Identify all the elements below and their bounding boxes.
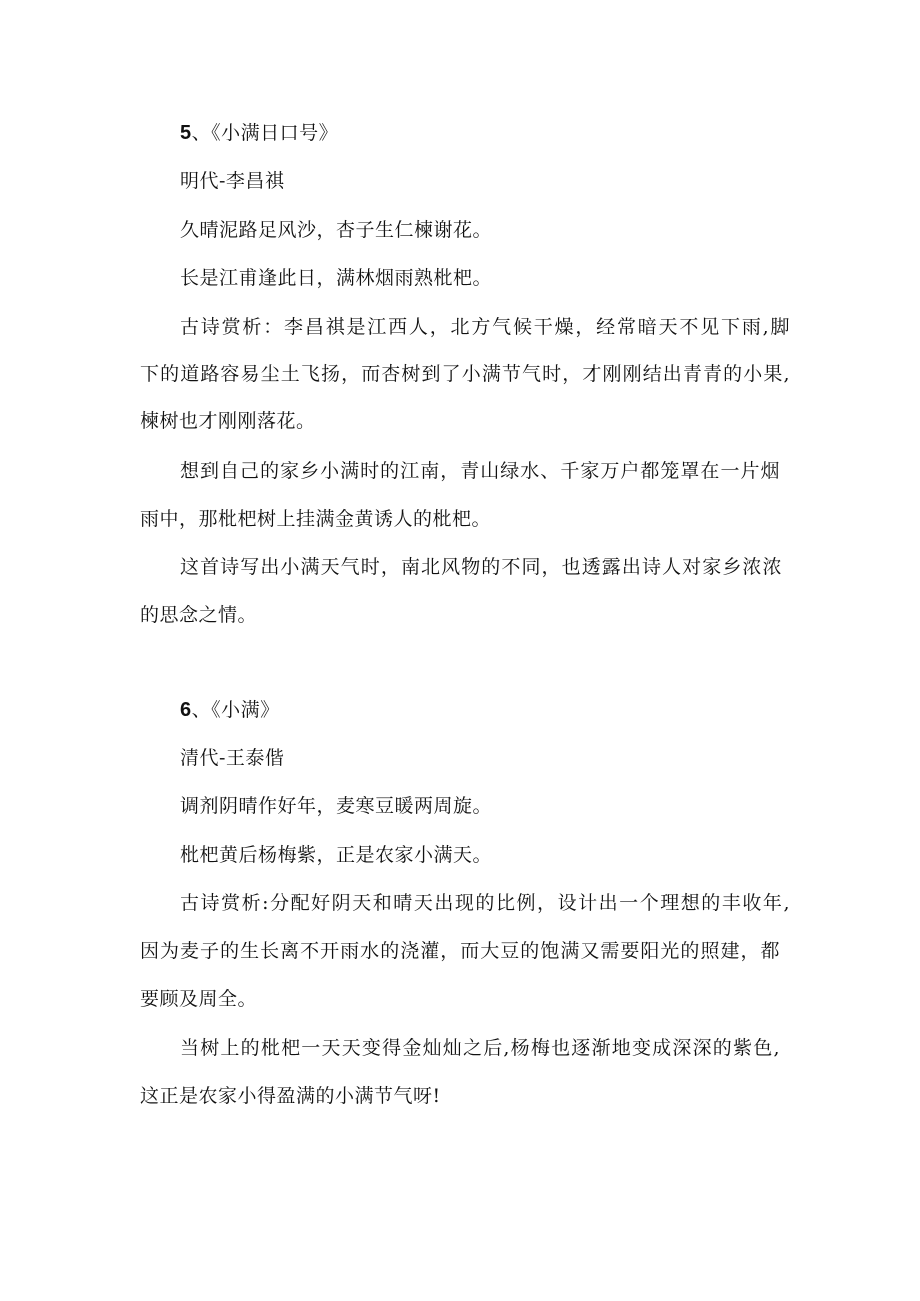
section-separator: 、 xyxy=(191,122,212,144)
poem-line: 久晴泥路足风沙，杏子生仁楝谢花。 xyxy=(180,219,493,241)
poem-line: 调剂阴晴作好年，麦寒豆暖两周旋。 xyxy=(180,795,493,817)
analysis-line: 古诗赏析:分配好阴天和晴天出现的比例，设计出一个理想的丰收年, xyxy=(180,892,790,914)
analysis-line: 楝树也才刚刚落花。 xyxy=(140,410,316,432)
analysis-line: 当树上的枇杷一天天变得金灿灿之后,杨梅也逐渐地变成深深的紫色, xyxy=(180,1037,780,1059)
section-5-heading xyxy=(180,121,338,145)
analysis-line: 要顾及周全。 xyxy=(140,988,258,1010)
analysis-line: 的思念之情。 xyxy=(140,604,258,626)
analysis-line: 雨中，那枇杷树上挂满金黄诱人的枇杷。 xyxy=(140,508,492,530)
section-separator: 、 xyxy=(191,699,212,721)
analysis-line: 古诗赏析：李昌祺是江西人，北方气候干燥，经常暗天不见下雨,脚 xyxy=(180,316,790,338)
poem-title: 《小满日口号》 xyxy=(211,122,339,144)
analysis-line: 这正是农家小得盈满的小满节气呀! xyxy=(140,1085,441,1107)
analysis-line: 下的道路容易尘土飞扬，而杏树到了小满节气时，才刚刚结出青青的小果, xyxy=(140,363,790,385)
poem-title: 《小满》 xyxy=(211,699,280,721)
poem-author: 清代-王泰偕 xyxy=(180,747,285,769)
analysis-line: 因为麦子的生长离不开雨水的浇灌，而大豆的饱满又需要阳光的照建，都 xyxy=(140,940,780,962)
analysis-line: 想到自己的家乡小满时的江南，青山绿水、千家万户都笼罩在一片烟 xyxy=(180,460,780,482)
section-number: 5 xyxy=(180,122,192,144)
poem-line: 枇杷黄后杨梅紫，正是农家小满天。 xyxy=(180,844,493,866)
section-number: 6 xyxy=(180,699,192,721)
poem-author: 明代-李昌祺 xyxy=(180,170,285,192)
section-6-heading xyxy=(180,698,280,722)
poem-line: 长是江甫逢此日，满林烟雨熟枇杷。 xyxy=(180,267,493,289)
analysis-line: 这首诗写出小满天气时，南北风物的不同，也透露出诗人对家乡浓浓 xyxy=(180,556,782,578)
